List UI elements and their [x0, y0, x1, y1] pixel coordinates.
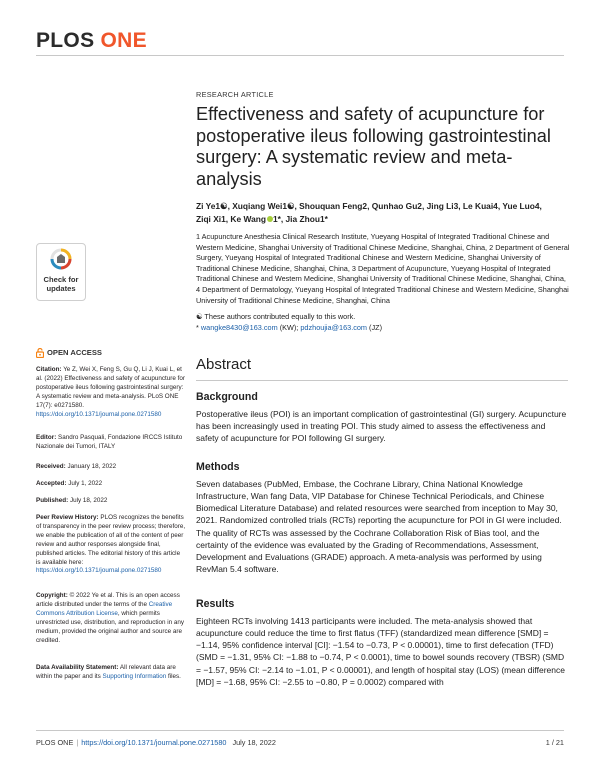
affiliations: 1 Acupuncture Anesthesia Clinical Research Institute, Yueyang Hospital of Integrated Traditional Chinese and Western Medicine, Shanghai University of Traditional Chinese Medicine, Shanghai, China, 2 Department of General Surgery, Yueyang Hospital of Integrated Traditional Chinese and Western Medicine, Shanghai University of Traditional Chinese Medicine, Shanghai, China, 3 Department of Acupuncture, Yueyang Hospital of Integrated Traditional Chinese and Western Medicine, Shanghai University of Traditional Chinese Medicine, Shanghai, China, 4 Department of Dermatology, Yueyang Hospital of Integrated Traditional Chinese and Western Medicine, Shanghai University of Traditional Chinese Medicine, Shanghai, China	[196, 232, 570, 305]
page-number: 1 / 21	[545, 738, 564, 747]
copyright-text-1: © 2022 Ye et al. This is an open access article distributed under the terms of the	[36, 592, 180, 608]
authors-line-2a: Ziqi Xi1, Ke Wang	[196, 213, 266, 224]
authors-line-2b: 1*, Jia Zhou1*	[272, 213, 328, 224]
email-link-jz[interactable]: pdzhoujia@163.com	[300, 322, 368, 332]
peer-review-text: PLOS recognizes the benefits of transparency in the peer review process; therefore, we enable the publication of all of the content of peer review and author responses alongside final, published articles. The editorial history of this article is available here:	[36, 514, 186, 566]
abstract-divider	[196, 380, 568, 381]
article-type: RESEARCH ARTICLE	[196, 90, 274, 99]
data-availability-block	[36, 664, 186, 682]
journal-logo[interactable]	[36, 29, 147, 53]
article-title: Effectiveness and safety of acupuncture for postoperative ileus following gastrointestinal surgery: A systematic review and meta-analysis	[196, 104, 551, 189]
peer-review-link[interactable]: https://doi.org/10.1371/journal.pone.0271580	[36, 567, 162, 575]
methods-heading: Methods	[196, 461, 240, 473]
check-for-updates-icon	[50, 248, 72, 270]
copyright-label: Copyright:	[36, 592, 68, 599]
badge-line-2: updates	[46, 284, 76, 293]
peer-review-label: Peer Review History:	[36, 514, 99, 521]
received-label: Received:	[36, 463, 66, 470]
footer-date: July 18, 2022	[232, 738, 276, 747]
published-block	[36, 497, 186, 506]
editor-label: Editor:	[36, 434, 57, 441]
editor-block	[36, 434, 186, 452]
abstract-heading: Abstract	[196, 356, 252, 373]
accepted-date: July 1, 2022	[68, 480, 103, 487]
editor-text: Sandro Pasquali, Fondazione IRCCS Istituto Nazionale dei Tumori, ITALY	[36, 434, 183, 450]
accepted-block	[36, 480, 186, 489]
footer-journal: PLOS ONE	[36, 738, 74, 747]
header-divider	[36, 55, 564, 56]
results-paragraph: Eighteen RCTs involving 1413 participants were included. The meta-analysis showed that acupuncture could reduce the time to first flatus (TFF) (standardized mean difference [SMD] = −1.14, 95% confidence interval [CI]: −1.54 to −0.73, P < 0.00001), time to first defecation (TFD) (SMD = −1.31, 95% CI: −1.88 to −0.74, P < 0.0001), time to bowel sounds recovery (TBSR) (SMD = −1.57, 95% CI: −2.14 to −1.01, P < 0.00001), and length of hospital stay (LOS) (mean difference [MD] = −1.68, 95% CI: −2.55 to −0.80, P = 0.0002) compared with	[196, 616, 565, 687]
citation-text: Ye Z, Wei X, Feng S, Gu Q, Li J, Kuai L, et al. (2022) Effectiveness and safety of acupuncture for postoperative ileus following gastrointestinal surgery: A systematic review and meta-analysis. PLoS ONE 17(7): e0271580.	[36, 366, 185, 409]
methods-paragraph: Seven databases (PubMed, Embase, the Cochrane Library, China National Knowledge Infrastructure, Wan fang Data, VIP Database for Chinese Technical Periodicals, and Chinese Biomedical Literature Database) and related resources were searched from inception to May 30, 2021. Randomized controlled trials (RCTs) reporting the acupuncture for POI in GI were included. The quality of RCTs was assessed by the Cochrane Collaboration Risk of Bias tool, and the certainty of the evidence was evaluated by the Grading of Recommendations, Assessment, Development and Evaluations (GRADE) approach. A meta-analysis was performed by using RevMan 5.4 software.	[196, 479, 562, 575]
results-heading: Results	[196, 598, 235, 610]
open-access-text: OPEN ACCESS	[47, 348, 102, 357]
published-date: July 18, 2022	[69, 497, 108, 504]
authors-line-2	[196, 213, 568, 226]
published-label: Published:	[36, 497, 69, 504]
copyright-text-2: , which permits unrestricted use, distribution, and reproduction in any medium, provided the original author and source are credited.	[36, 609, 185, 644]
open-access-lock-icon	[36, 348, 44, 358]
equal-contribution-note: ☯ These authors contributed equally to this work.	[196, 312, 356, 321]
data-availability-label: Data Availability Statement:	[36, 664, 119, 671]
data-availability-text-2: files.	[167, 672, 181, 680]
peer-review-block	[36, 514, 186, 576]
license-link[interactable]: Creative Commons Attribution License	[36, 600, 173, 617]
check-for-updates-badge[interactable]	[36, 243, 86, 301]
footer-divider	[36, 730, 564, 731]
received-date: January 18, 2022	[67, 463, 117, 470]
author-notes	[196, 312, 568, 333]
accepted-label: Accepted:	[36, 480, 67, 487]
open-access-label	[36, 348, 102, 358]
email-jz-initials: (JZ)	[369, 322, 383, 332]
email-kw-initials: (KW);	[279, 322, 299, 332]
page-footer: PLOS ONE | https://doi.org/10.1371/journal.pone.0271580 July 18, 2022	[36, 738, 276, 747]
correspondence: * wangke8430@163.com (KW); pdzhoujia@163.com (JZ)	[196, 322, 383, 332]
supporting-information-link[interactable]: Supporting Information	[102, 672, 167, 680]
authors-line-1: Zi Ye1☯, Xuqiang Wei1☯, Shouquan Feng2, Qunhao Gu2, Jing Li3, Le Kuai4, Yue Luo4,	[196, 201, 542, 211]
logo-plos: PLOS	[36, 29, 95, 52]
logo-one: ONE	[100, 29, 147, 52]
author-list	[196, 200, 568, 225]
citation-block	[36, 366, 186, 419]
received-block	[36, 463, 186, 472]
copyright-block	[36, 592, 186, 645]
citation-label: Citation:	[36, 366, 62, 373]
data-availability-text-1: All relevant data are within the paper and its	[36, 664, 176, 680]
footer-doi-link[interactable]: https://doi.org/10.1371/journal.pone.0271580	[81, 738, 227, 747]
background-heading: Background	[196, 391, 258, 403]
badge-line-1: Check for	[43, 275, 79, 284]
email-link-kw[interactable]: wangke8430@163.com	[200, 322, 278, 332]
citation-doi-link[interactable]: https://doi.org/10.1371/journal.pone.0271580	[36, 410, 162, 418]
background-paragraph: Postoperative ileus (POI) is an important complication of gastrointestinal (GI) surgery. Acupuncture has been increasingly used in treating POI. This study aimed to assess the effectiveness and safety of acupuncture for POI following GI surgery.	[196, 409, 567, 444]
